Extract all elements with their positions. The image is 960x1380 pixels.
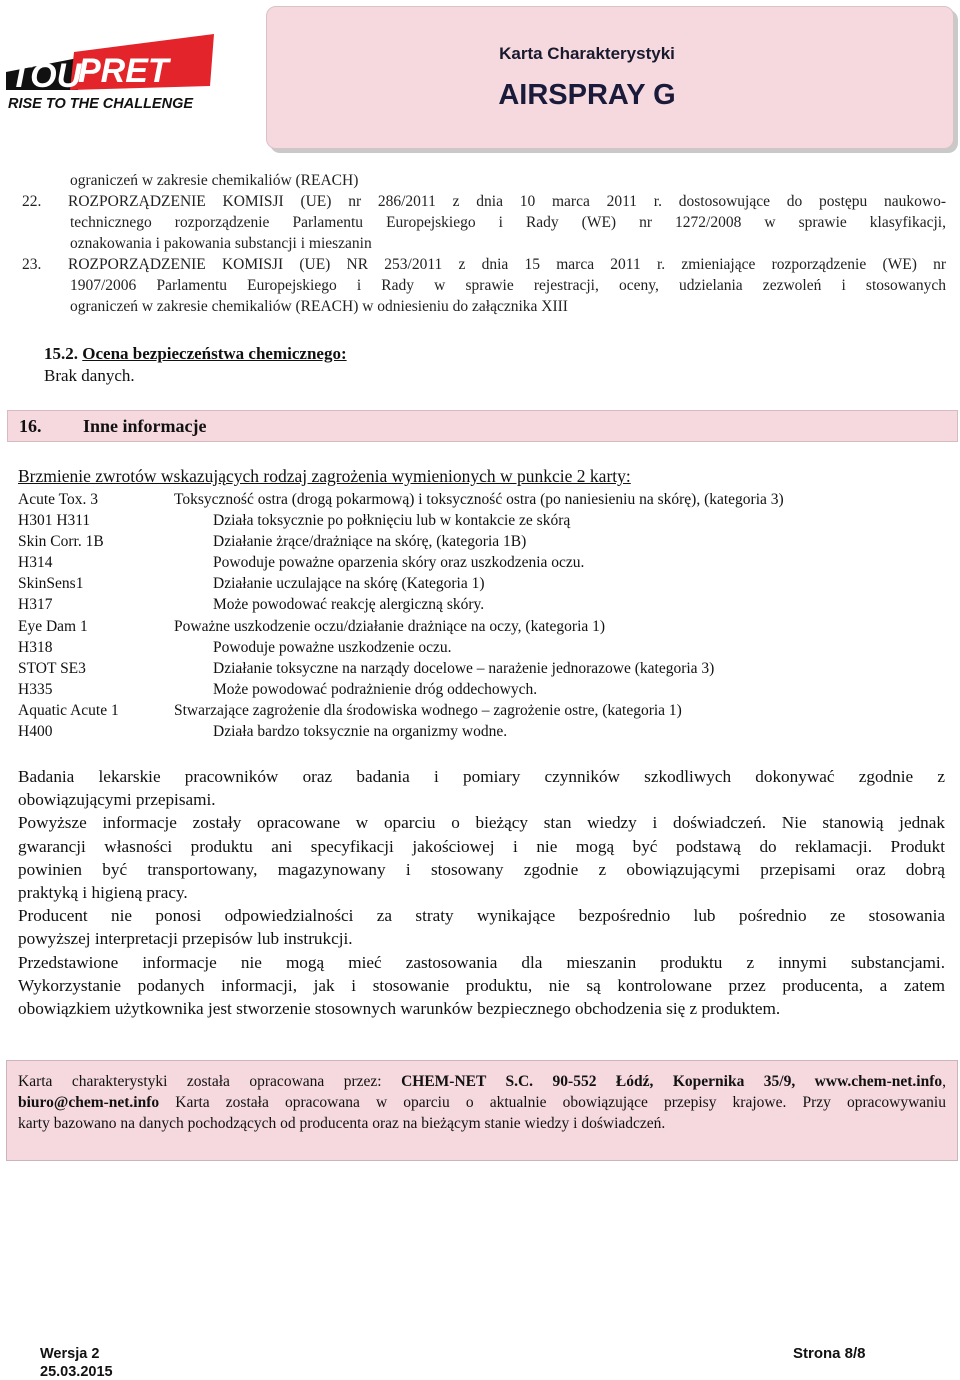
hazard-description: Działanie uczulające na skórę (Kategoria 1) (213, 575, 485, 593)
hazard-phrase-row (18, 594, 948, 615)
final-remarks-line: Producent nie ponosi odpowiedzialności za straty wynikające bezpośrednio lub pośrednio ze stosowania (18, 906, 945, 926)
hazard-description: Może powodować reakcję alergiczną skóry. (213, 596, 485, 614)
hazard-code: Acute Tox. 3 (18, 491, 98, 508)
footer-line1 (18, 1071, 946, 1092)
hazard-code: H314 (18, 554, 53, 572)
regulation-intro: ograniczeń w zakresie chemikaliów (REACH) (70, 172, 359, 189)
regulation-22-line2: technicznego rozporządzenie Parlamentu Europejskiego i Rady (WE) nr 1272/2008 w sprawie klasyfikacji, (70, 214, 946, 231)
hazard-code: Skin Corr. 1B (18, 533, 104, 551)
hazard-code: Aquatic Acute 1 (18, 701, 119, 719)
hazard-code: H317 (18, 596, 53, 614)
hazard-description: Działanie toksyczne na narządy docelowe – narażenie jednorazowe (kategoria 3) (213, 659, 715, 677)
final-remarks-line: gwarancji własności produktu ani specyfikacji jakościowej i nie mogą być podstawą do reklamacji. Produkt (18, 836, 945, 856)
hazard-code: H335 (18, 680, 53, 698)
hazard-phrase-row (18, 489, 948, 510)
section-15-2-title: Ocena bezpieczeństwa chemicznego: (82, 344, 347, 363)
hazard-description: Powoduje poważne oparzenia skóry oraz uszkodzenia oczu. (213, 554, 585, 572)
final-remarks-line: Wykorzystanie podanych informacji, jak i stosowanie produktu, nie są kontrolowane przez producenta, a zatem (18, 975, 945, 995)
version-label: Wersja 2 (40, 1346, 100, 1362)
regulation-22-number: 22. (22, 193, 42, 210)
hazard-phrase-row (18, 616, 948, 637)
hazard-phrases-heading: Brzmienie zwrotów wskazujących rodzaj zagrożenia wymienionych w punkcie 2 karty: (18, 466, 631, 486)
hazard-phrases-table (18, 489, 948, 742)
regulation-23-line2: 1907/2006 Parlamentu Europejskiego i Rady w sprawie rejestracji, oceny, udzielania zezwoleń i stosowanych (70, 277, 946, 294)
hazard-description: Działa bardzo toksycznie na organizmy wodne. (213, 723, 508, 741)
regulation-22-line1 (18, 191, 946, 212)
hazard-phrase-row (18, 721, 948, 742)
section-15-2-number: 15.2. (44, 344, 78, 363)
section-15-2-heading (44, 343, 347, 365)
hazard-code: H301 H311 (18, 512, 91, 530)
hazard-phrase-row (18, 531, 948, 552)
final-remarks-line: Powyższe informacje zostały opracowane w oparciu o bieżący stan wiedzy i doświadczeń. Nie stanowią jednak (18, 813, 945, 833)
regulation-23-text1: ROZPORZĄDZENIE KOMISJI (UE) NR 253/2011 z dnia 15 marca 2011 r. zmieniające rozporządzenie (WE) nr (68, 256, 946, 273)
logo-brand-text-part2: PRET (78, 52, 169, 90)
final-remarks-line: obowiązującymi przepisami. (18, 790, 216, 810)
final-remarks-line: Badania lekarskie pracowników oraz badania i pomiary czynników szkodliwych dokonywać zgodnie z (18, 767, 945, 786)
regulation-22-line3: oznakowania i pakowania substancji i mieszanin (70, 235, 372, 252)
footer-line3: karty bazowano na danych pochodzących od producenta oraz na bieżącym stanie wiedzy i doświadczeń. (18, 1115, 666, 1132)
hazard-code: H318 (18, 638, 53, 656)
regulation-23-number: 23. (22, 256, 42, 273)
hazard-phrase-row (18, 658, 948, 679)
hazard-code: SkinSens1 (18, 575, 84, 593)
logo-tagline: RISE TO THE CHALLENGE (8, 96, 194, 112)
final-remarks-line: Przedstawione informacje nie mogą mieć zastosowania dla mieszanin produktu z innymi substancjami. (18, 952, 945, 972)
final-remarks (18, 765, 945, 1020)
hazard-description: Działa toksycznie po połknięciu lub w kontakcie ze skórą (213, 512, 571, 530)
prepared-by-box (6, 1060, 958, 1161)
regulation-23-line3: ograniczeń w zakresie chemikaliów (REACH) w odniesieniu do załącznika XIII (70, 298, 568, 315)
hazard-phrase-row (18, 679, 948, 700)
hazard-phrase-row (18, 637, 948, 658)
version-date: 25.03.2015 (40, 1364, 113, 1380)
logo-graphic (4, 28, 219, 118)
hazard-phrase-row (18, 510, 948, 531)
final-remarks-line: praktyką i higieną pracy. (18, 883, 188, 903)
section-15-2 (44, 343, 347, 387)
footer-sep: , (942, 1073, 946, 1090)
hazard-phrase-row (18, 700, 948, 721)
hazard-description: Powoduje poważne uszkodzenie oczu. (213, 638, 452, 656)
regulations-list (18, 170, 946, 317)
footer-line2 (18, 1092, 946, 1113)
document-header (266, 6, 954, 149)
section-15-2-text: Brak danych. (44, 366, 135, 385)
logo-brand-text-part1: TOU (10, 57, 82, 95)
hazard-description: Może powodować podrażnienie dróg oddechowych. (213, 680, 538, 698)
header-subtitle: Karta Charakterystyki (499, 44, 675, 63)
final-remarks-line: powinien być transportowany, magazynowany i stosowany zgodnie z obowiązującymi przepisami oraz dobrą (18, 859, 945, 879)
hazard-code: STOT SE3 (18, 659, 86, 677)
hazard-phrase-row (18, 552, 948, 573)
final-remarks-line: powyższej interpretacji przepisów lub instrukcji. (18, 929, 353, 949)
footer-rest1: Karta została opracowana w oparciu o aktualnie obowiązujące przepisy krajowe. Przy opracowywaniu (159, 1094, 946, 1111)
toupret-logo (4, 28, 219, 118)
hazard-description: Toksyczność ostra (drogą pokarmową) i toksyczność ostra (po naniesieniu na skórę), (kategoria 3) (174, 491, 784, 508)
hazard-code: H400 (18, 723, 53, 741)
regulation-23-line1 (18, 254, 946, 275)
page-number: Strona 8/8 (793, 1345, 866, 1362)
hazard-description: Poważne uszkodzenie oczu/działanie drażniące na oczy, (kategoria 1) (174, 617, 606, 635)
product-title: AIRSPRAY G (498, 79, 676, 111)
footer-email: biuro@chem-net.info (18, 1094, 160, 1111)
regulation-22-text1: ROZPORZĄDZENIE KOMISJI (UE) nr 286/2011 z dnia 10 marca 2011 r. dostosowujące do postępu naukowo- (68, 193, 946, 210)
hazard-phrase-row (18, 573, 948, 594)
hazard-description: Działanie żrące/drażniące na skórę, (kategoria 1B) (213, 533, 527, 551)
section-16-title: Inne informacje (83, 416, 207, 436)
section-16-header (7, 410, 958, 442)
section-16-number: 16. (19, 416, 42, 436)
final-remarks-line: obowiązkiem użytkownika jest stworzenie stosownych warunków bezpiecznego obchodzenia się z produktem. (18, 999, 781, 1019)
version-info (40, 1345, 113, 1380)
footer-prefix: Karta charakterystyki została opracowana przez: (18, 1073, 402, 1090)
hazard-description: Stwarzające zagrożenie dla środowiska wodnego – zagrożenie ostre, (kategoria 1) (174, 701, 682, 719)
footer-company: CHEM-NET S.C. 90-552 Łódź, Kopernika 35/9, www.chem-net.info (401, 1073, 943, 1090)
hazard-code: Eye Dam 1 (18, 617, 88, 635)
